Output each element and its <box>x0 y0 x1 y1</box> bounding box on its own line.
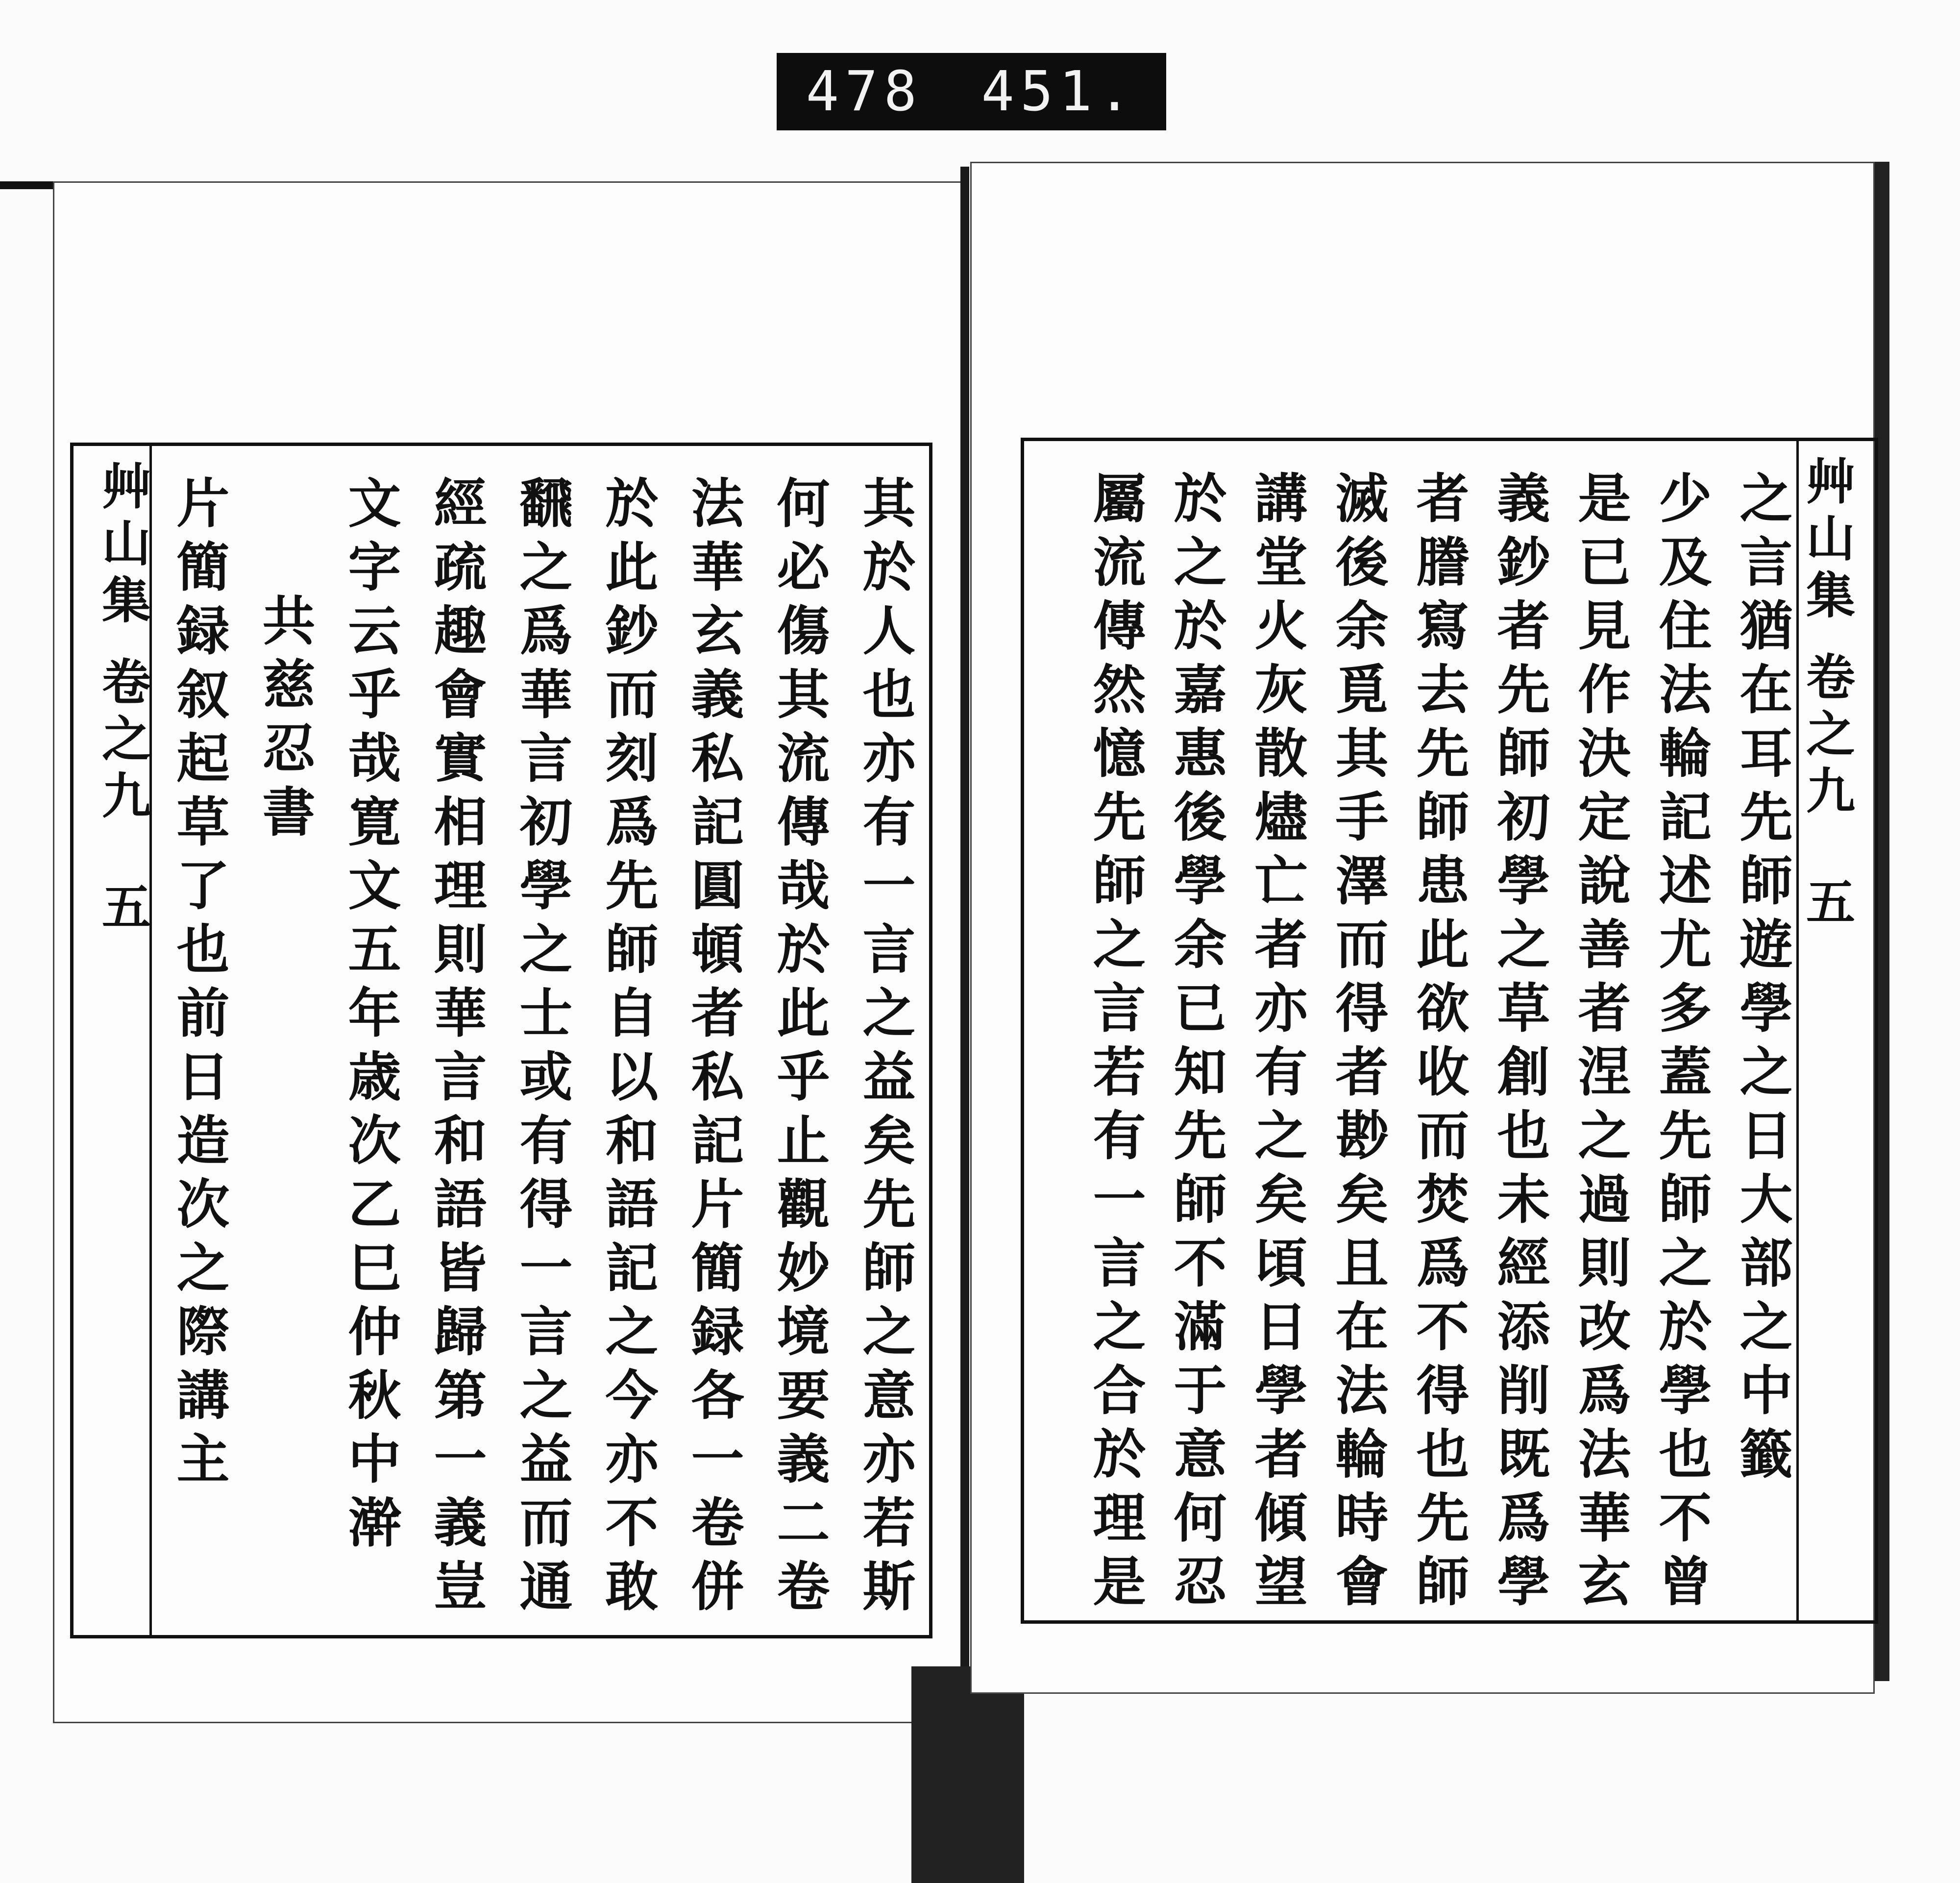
left-column-3: 法華玄義私記圓頓者私記片簡録各一卷併 <box>682 475 744 1622</box>
catalog-label <box>777 53 1166 130</box>
spine-tab <box>911 1666 1024 1883</box>
left-text-frame <box>70 443 932 1638</box>
right-page <box>970 162 1875 1694</box>
right-column-1: 之言猶在耳先師遊學之日大部之中籤 <box>1731 471 1792 1490</box>
book-spine <box>960 167 969 1725</box>
right-column-6: 滅後余覓其手澤而得者尠矣且在法輪時會 <box>1326 471 1388 1617</box>
left-gutter-volume: 卷之九 <box>94 656 151 827</box>
catalog-number-right: 451. <box>981 60 1137 124</box>
left-column-7: 文字云乎哉寛文五年歳次乙巳仲秋中澣 <box>339 475 401 1559</box>
left-page <box>53 181 962 1723</box>
right-gutter-title: 艸山集 <box>1798 456 1856 626</box>
right-column-7: 講堂火灰散燼亡者亦有之矣頃日學者傾望 <box>1246 471 1307 1617</box>
left-column-4: 於此鈔而刻爲先師自以和語記之今亦不敢 <box>596 475 658 1622</box>
right-column-2: 少及住法輪記述尤多蓋先師之於學也不曾 <box>1650 471 1712 1617</box>
right-gutter-page-number: 五 <box>1798 876 1856 933</box>
left-column-6: 經疏趣會實相理則華言和語皆歸第一義豈 <box>425 475 487 1622</box>
left-gutter-title: 艸山集 <box>94 461 151 631</box>
left-gutter-page-number: 五 <box>94 881 151 938</box>
left-edge-mark <box>0 181 54 189</box>
right-column-3: 是已見作決定說善者涅之過則改爲法華玄 <box>1569 471 1631 1617</box>
left-column-1: 其於人也亦有一言之益矣先師之意亦若斯 <box>854 475 915 1622</box>
right-column-5: 者謄寫去先師患此欲收而焚爲不得也先師 <box>1407 471 1469 1617</box>
left-column-signature: 共慈忍書 <box>253 593 315 848</box>
left-gutter <box>74 446 152 1635</box>
right-gutter-volume: 卷之九 <box>1798 651 1856 822</box>
left-column-9: 片簡録叙起草了也前日造次之際講主 <box>168 475 229 1495</box>
catalog-number-left: 478 <box>806 60 923 124</box>
right-text-frame <box>1021 438 1878 1624</box>
right-column-9: 屬流傳然憶先師之言若有一言之合於理是 <box>1084 471 1146 1617</box>
left-column-2: 何必傷其流傳哉於此乎止觀妙境要義二卷 <box>768 475 830 1622</box>
right-gutter <box>1796 441 1875 1620</box>
left-gutter-text <box>87 461 158 938</box>
right-gutter-text <box>1791 456 1862 933</box>
left-column-5: 飜之爲華言初學之士或有得一言之益而通 <box>511 475 572 1622</box>
right-column-8: 於之於嘉惠後學余已知先師不滿于意何忍 <box>1165 471 1226 1617</box>
right-column-4: 義鈔者先師初學之草創也未經添削既爲學 <box>1488 471 1550 1617</box>
